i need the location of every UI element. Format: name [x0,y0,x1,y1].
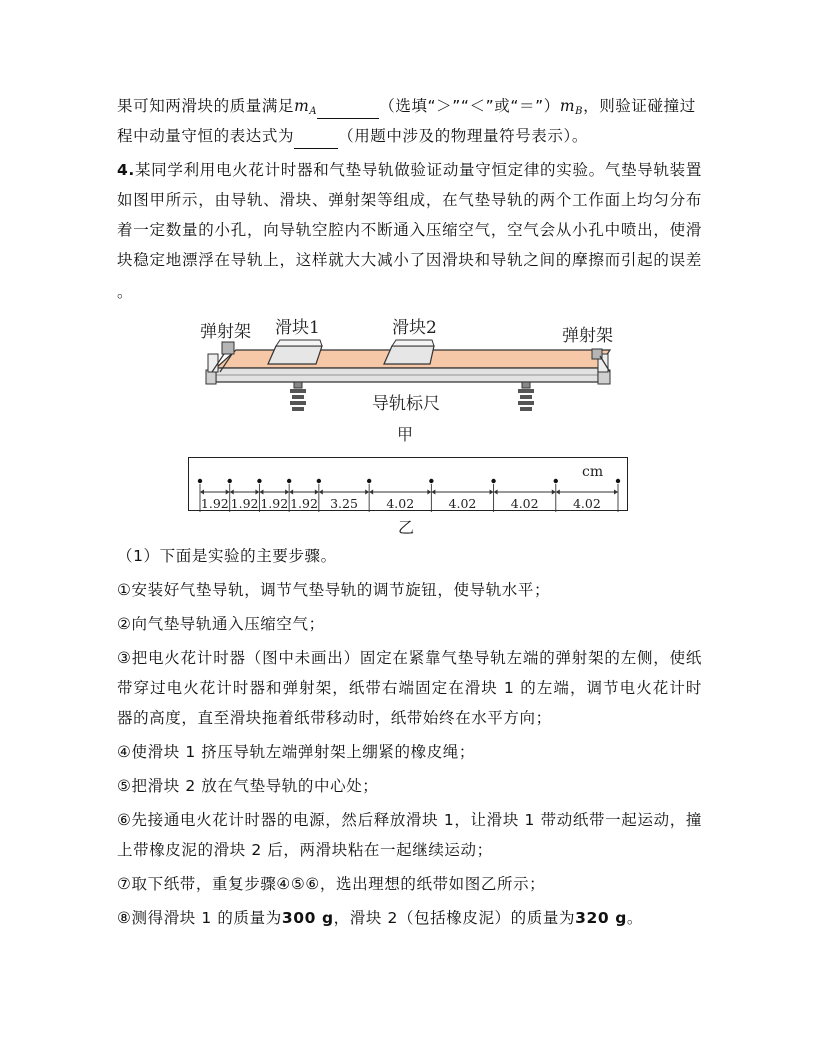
arrow-head [289,490,293,495]
text-span: ，则验证碰撞过 [583,97,696,115]
mass-slider-2: 320 g [575,909,627,927]
arrow-head [226,490,230,495]
step-7: ⑦取下纸带，重复步骤④⑤⑥，选出理想的纸带如图乙所示； [117,875,546,893]
arrow-head [259,490,263,495]
segment-length-label: 4.02 [386,496,415,511]
arrow-head [369,490,373,495]
mass-slider-1: 300 g [281,909,334,927]
arrow-head [614,490,618,495]
tape-dot [257,479,261,483]
tape-dot [287,479,291,483]
tape-dot [491,479,495,483]
arrow-head [285,490,289,495]
tape-dot [367,479,371,483]
problem-4-line: 着一定数量的小孔，向导轨空腔内不断通入压缩空气，空气会从小孔中喷出，使滑 [117,221,702,239]
label-launcher-left: 弹射架 [200,322,251,342]
text-span: （选填“＞”“＜”或“＝”） [379,97,560,115]
step-4: ④使滑块 1 挤压导轨左端弹射架上绷紧的橡皮绳； [117,743,476,761]
problem-4-line: 4.某同学利用电火花计时器和气垫导轨做验证动量守恒定律的实验。气垫导轨装置 [117,161,702,179]
tape-dot [616,479,620,483]
step-3-line: 带穿过电火花计时器和弹射架，纸带右端固定在滑块 1 的左端，调节电火花计时 [117,679,702,697]
math-symbol-ma: $m_A$ [294,97,318,117]
segment-length-label: 1.92 [230,496,259,511]
math-symbol-mb: $m_B$ [559,97,584,117]
tape-dot [198,479,202,483]
unit-label: cm [582,464,604,480]
tape-dot [554,479,558,483]
tape-dot [228,479,232,483]
label-slider-2: 滑块2 [392,318,437,338]
text-span: 果可知两滑块的质量满足 [117,97,295,115]
step-3-line: 器的高度，直至滑块拖着纸带移动时，纸带始终在水平方向； [117,709,552,727]
step-6-line: 上带橡皮泥的滑块 2 后，两滑块粘在一起继续运动； [117,841,493,859]
arrow-head [431,490,435,495]
figure-caption-yi: 乙 [398,518,415,537]
step-8: ⑧测得滑块 1 的质量为300 g，滑块 2（包括橡皮泥）的质量为320 g。 [117,909,644,927]
tape-dot [429,479,433,483]
arrow-head [552,490,556,495]
segment-length-label: 1.92 [290,496,318,511]
figure-caption-jia: 甲 [397,425,414,444]
tape-dot [317,479,321,483]
arrow-head [427,490,431,495]
arrow-head [319,490,323,495]
step-3-line: ③把电火花计时器（图中未画出）固定在紧靠气垫导轨左端的弹射架的左侧，使纸 [117,649,702,667]
label-slider-1: 滑块1 [275,318,320,338]
label-launcher-right: 弹射架 [562,326,613,346]
label-rail-scale: 导轨标尺 [372,394,440,414]
arrow-head [230,490,234,495]
arrow-head [365,490,369,495]
arrow-head [200,490,204,495]
steps-intro: （1）下面是实验的主要步骤。 [117,547,337,565]
arrow-head [315,490,319,495]
step-5: ⑤把滑块 2 放在气垫导轨的中心处； [117,777,379,795]
problem-4-line: 块稳定地漂浮在导轨上，这样就大大减小了因滑块和导轨之间的摩擦而引起的误差 [117,251,702,269]
arrow-head [494,490,498,495]
arrow-head [490,490,494,495]
step-1: ①安装好气垫导轨，调节气垫导轨的调节旋钮，使导轨水平； [117,581,551,599]
problem-4-line: 如图甲所示，由导轨、滑块、弹射架等组成，在气垫导轨的两个工作面上均匀分布 [117,191,702,209]
problem-number: 4. [117,161,135,179]
arrow-head [255,490,259,495]
segment-length-label: 4.02 [510,496,539,511]
segment-length-label: 1.92 [260,496,289,511]
problem-4-line: 。 [117,283,134,301]
segment-length-label: 1.92 [200,496,229,511]
segment-length-label: 3.25 [330,496,358,511]
arrow-head [556,490,560,495]
step-6-line: ⑥先接通电火花计时器的电源，然后释放滑块 1，让滑块 1 带动纸带一起运动，撞 [117,811,702,829]
text-span: 程中动量守恒的表达式为 [117,127,295,145]
text-span: （用题中涉及的物理量符号表示）。 [338,127,588,145]
segment-length-label: 4.02 [572,496,601,511]
step-2: ②向气垫导轨通入压缩空气； [117,615,325,633]
segment-length-label: 4.02 [448,496,477,511]
